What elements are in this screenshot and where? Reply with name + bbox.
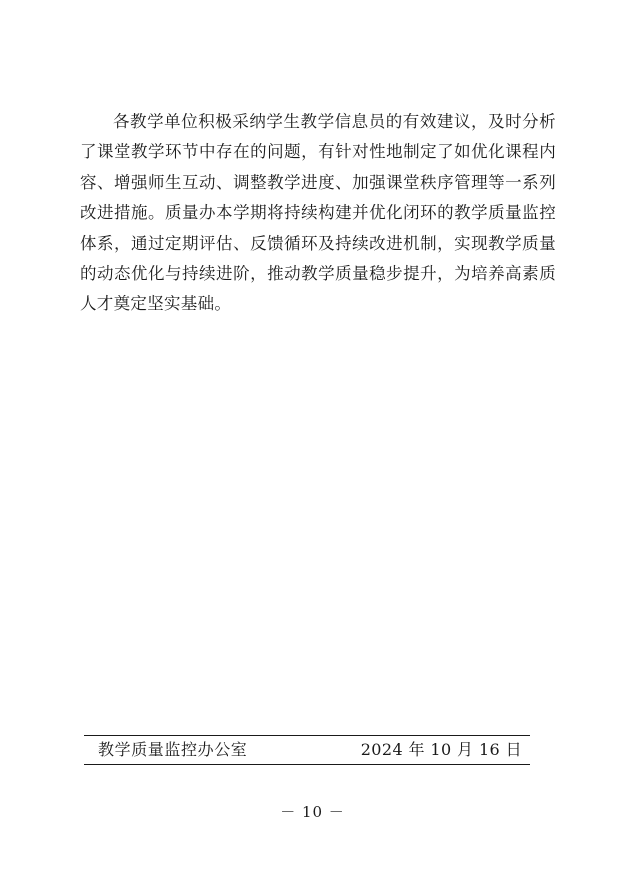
issuer-footer	[84, 735, 530, 765]
body-paragraph: 各教学单位积极采纳学生教学信息员的有效建议，及时分析了课堂教学环节中存在的问题，有针对性地制定了如优化课程内容、增强师生互动、调整教学进度、加强课堂秩序管理等一系列改进措施。质量办本学期将持续构建并优化闭环的教学质量监控体系，通过定期评估、反馈循环及持续改进机制，实现教学质量的动态优化与持续进阶，推动教学质量稳步提升，为培养高素质人才奠定坚实基础。	[80, 112, 556, 314]
issue-date: 2024 年 10 月 16 日	[360, 740, 522, 759]
page-number: － 10 －	[280, 803, 345, 821]
issuing-office: 教学质量监控办公室	[98, 740, 248, 759]
